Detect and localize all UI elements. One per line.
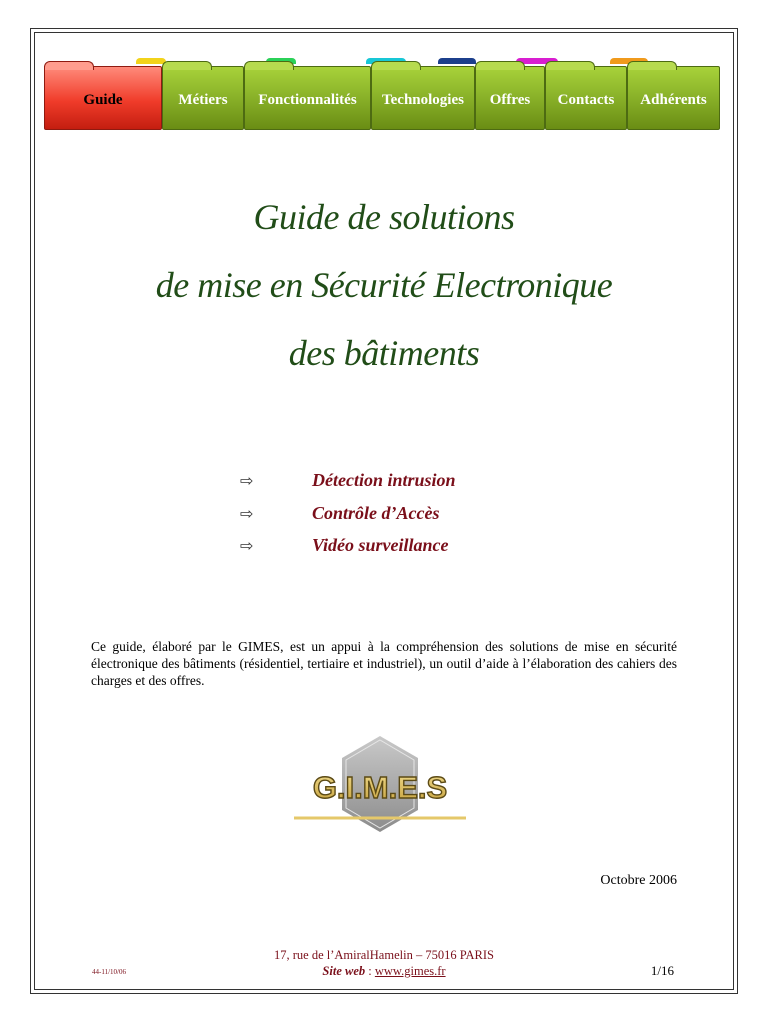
bullet-item: [240, 533, 449, 557]
tab-label: Fonctionnalités: [258, 91, 357, 108]
tab-technologies[interactable]: [371, 66, 475, 130]
footer-web-label: Site web: [322, 964, 366, 978]
right-arrow-outline-icon: ⇨: [240, 535, 254, 555]
tab-label: Adhérents: [640, 91, 707, 108]
page-title-line-1: Guide de solutions: [253, 197, 515, 237]
tab-bar: [44, 62, 720, 130]
tab-metiers[interactable]: [162, 66, 244, 130]
bullet-item: [240, 501, 440, 525]
right-arrow-outline-icon: ⇨: [240, 503, 254, 523]
right-arrow-outline-icon: ⇨: [240, 470, 254, 490]
bullet-label: Vidéo surveillance: [312, 534, 449, 555]
document-code: 44-11/10/06: [92, 968, 126, 976]
tab-label: Guide: [83, 91, 123, 108]
document-date: Octobre 2006: [600, 873, 677, 888]
tab-guide[interactable]: [44, 66, 162, 130]
tab-fonctionnalites[interactable]: [244, 66, 371, 130]
tab-contacts[interactable]: [545, 66, 627, 130]
intro-paragraph: Ce guide, élaboré par le GIMES, est un appui à la compréhension des solutions de mise en sécurité électronique des bâtiments (résidentiel, tertiaire et industriel), un outil d’aide à l’élaboration des cahiers des charges et des offres.: [91, 639, 677, 688]
bullet-label: Contrôle d’Accès: [312, 502, 440, 523]
footer-address: 17, rue de l’AmiralHamelin – 75016 PARIS: [273, 948, 494, 962]
website-link[interactable]: www.gimes.fr: [374, 964, 446, 978]
tab-label: Offres: [489, 91, 531, 108]
tab-label: Technologies: [382, 91, 464, 108]
tab-label: Contacts: [557, 91, 615, 108]
logo-text: G.I.M.E.S: [312, 770, 448, 805]
gimes-logo: [290, 736, 470, 832]
tab-offres[interactable]: [475, 66, 545, 130]
page-number: 1/16: [650, 963, 674, 978]
tab-adherents[interactable]: [627, 66, 720, 130]
footer-web-separator: :: [365, 964, 375, 978]
page-title-line-3: des bâtiments: [288, 333, 480, 373]
tab-label: Métiers: [178, 91, 228, 108]
page-title-line-2: de mise en Sécurité Electronique: [155, 265, 613, 305]
bullet-label: Détection intrusion: [312, 469, 456, 490]
bullet-item: [240, 468, 456, 492]
